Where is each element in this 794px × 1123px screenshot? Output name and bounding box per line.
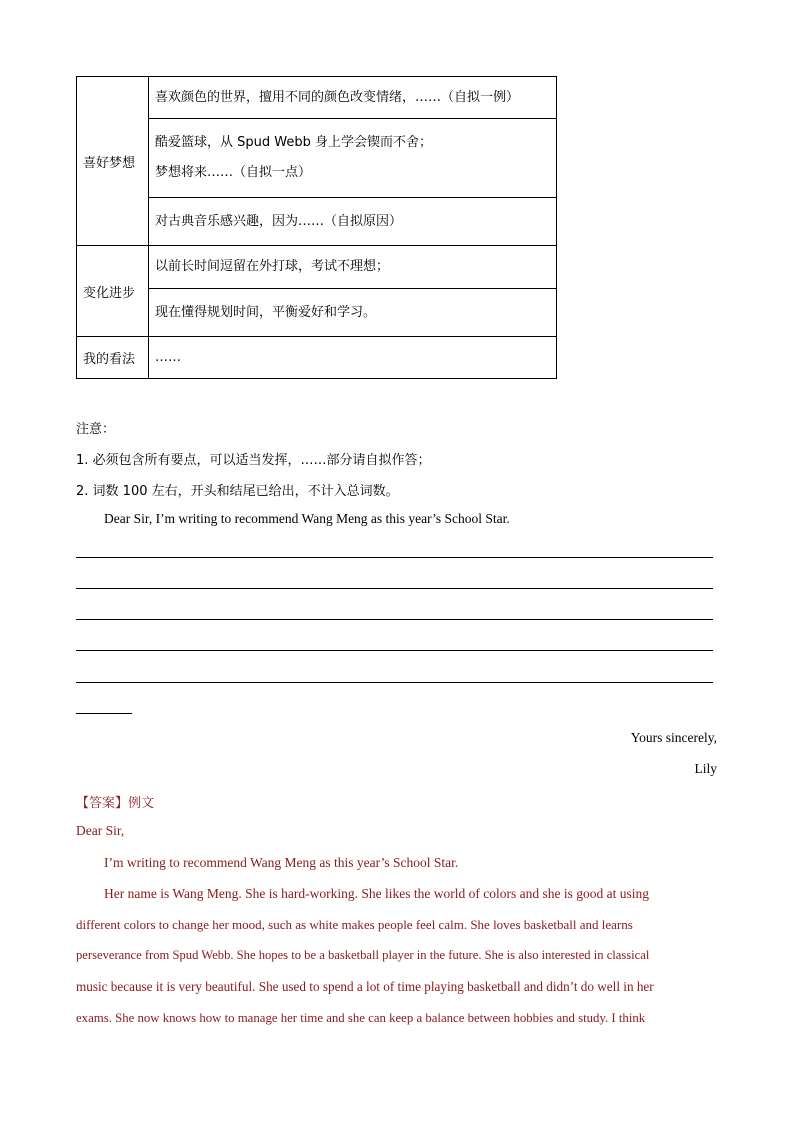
answer-line: I’m writing to recommend Wang Meng as this year’s School Star. xyxy=(104,855,459,870)
table-cell xyxy=(149,337,557,379)
note-item: 1. 必须包含所有要点，可以适当发挥，……部分请自拟作答； xyxy=(76,453,431,468)
table-cell xyxy=(149,198,557,246)
table-cell-text: 梦想将来……（自拟一点） xyxy=(155,165,312,180)
table-cell-text: 现在懂得规划时间，平衡爱好和学习。 xyxy=(155,304,377,320)
table-row-label: 喜好梦想 xyxy=(77,77,149,246)
answer-line: Her name is Wang Meng. She is hard-working. She likes the world of colors and she is good at using xyxy=(104,886,649,901)
answer-line: music because it is very beautiful. She used to spend a lot of time playing basketball and didn’t do well in her xyxy=(76,979,654,994)
info-table xyxy=(76,76,557,379)
table-cell xyxy=(149,246,557,289)
writing-line[interactable] xyxy=(76,650,713,651)
answer-salutation: Dear Sir, xyxy=(76,823,125,838)
table-cell-text: 喜欢颜色的世界，擅用不同的颜色改变情绪，……（自拟一例） xyxy=(155,89,520,105)
writing-line-short[interactable] xyxy=(76,713,132,714)
writing-line[interactable] xyxy=(76,588,713,589)
writing-line[interactable] xyxy=(76,682,713,683)
note-item: 2. 词数 100 左右，开头和结尾已给出，不计入总词数。 xyxy=(76,484,399,499)
closing: Yours sincerely, xyxy=(630,730,717,745)
table-cell xyxy=(149,77,557,119)
table-cell xyxy=(149,119,557,198)
notes-title: 注意： xyxy=(76,422,116,437)
table-cell-text: 以前长时间逗留在外打球，考试不理想； xyxy=(155,259,390,274)
writing-line[interactable] xyxy=(76,557,713,558)
table-cell-text: …… xyxy=(155,349,181,365)
writing-line[interactable] xyxy=(76,619,713,620)
table-cell-text: 酷爱篮球，从 Spud Webb 身上学会锲而不舍； xyxy=(155,135,432,150)
answer-line: exams. She now knows how to manage her time and she can keep a balance between hobbies and study. I think xyxy=(76,1011,646,1025)
table-cell xyxy=(149,289,557,337)
answer-line: different colors to change her mood, such as white makes people feel calm. She loves basketball and learns xyxy=(76,917,633,932)
prompt-opening: Dear Sir, I’m writing to recommend Wang Meng as this year’s School Star. xyxy=(104,511,510,526)
signature: Lily xyxy=(694,761,717,776)
answer-line: perseverance from Spud Webb. She hopes to be a basketball player in the future. She is also interested in classical xyxy=(76,948,650,962)
table-cell-text: 对古典音乐感兴趣，因为……（自拟原因） xyxy=(155,213,403,229)
table-row-label: 变化进步 xyxy=(77,246,149,337)
table-row-label: 我的看法 xyxy=(77,337,149,379)
answer-heading: 【答案】例文 xyxy=(76,796,155,811)
